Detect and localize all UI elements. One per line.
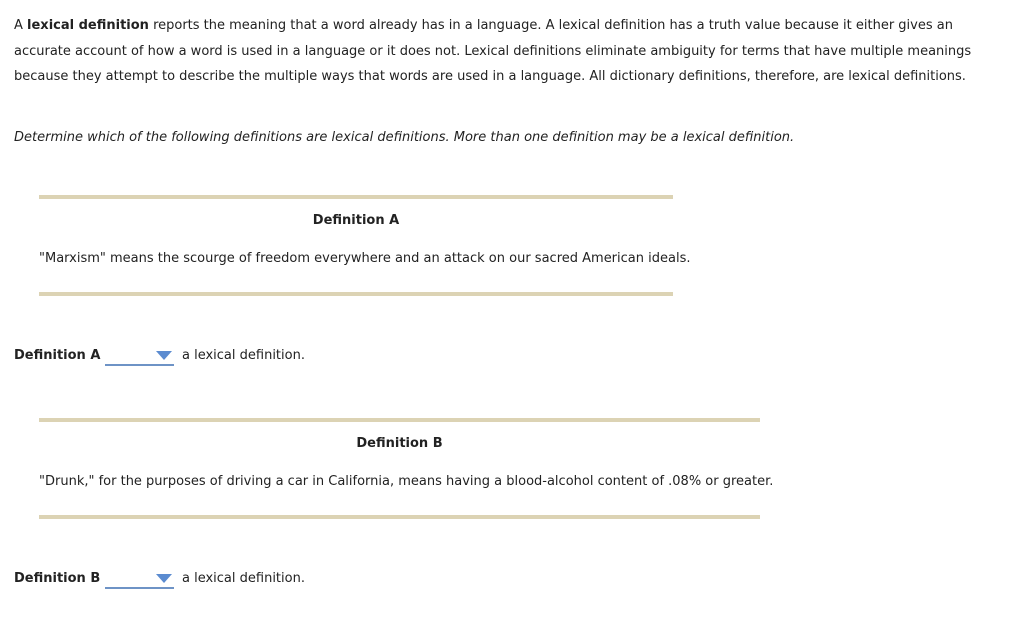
definition-a-dropdown[interactable] — [105, 346, 174, 366]
definition-b-dropdown[interactable] — [105, 569, 174, 589]
definition-a-suffix: a lexical definition. — [182, 348, 305, 363]
definition-b-text: "Drunk," for the purposes of driving a car in California, means having a blood-alcohol content of .08% or greater. — [39, 474, 774, 489]
definition-a-box — [39, 195, 691, 296]
definition-b-answer-row — [14, 569, 305, 589]
definition-a-answer-row — [14, 346, 305, 366]
definition-b-title: Definition B — [356, 436, 443, 451]
definition-b-suffix: a lexical definition. — [182, 571, 305, 586]
definition-a-title: Definition A — [312, 213, 400, 228]
intro-prefix: A — [14, 18, 28, 33]
instruction-text: Determine which of the following definitions are lexical definitions. More than one definition may be a lexical definition. — [14, 130, 795, 145]
definition-b-answer-label: Definition B — [14, 571, 101, 586]
definition-b-box — [39, 418, 774, 519]
bottom-divider — [39, 292, 673, 296]
definition-a-answer-label: Definition A — [14, 348, 101, 363]
intro-body: reports the meaning that a word already has in a language. A lexical definition has a truth value because it either gives an accurate account of how a word is used in a language or it does not. Lexical definitions eliminate ambiguity for terms that have multiple meanings because they attempt to describe the multiple ways that words are used in a language. All dictionary definitions, therefore, are lexical definitions. — [14, 18, 972, 84]
intro-paragraph — [14, 13, 1009, 90]
caret-down-icon — [156, 574, 172, 583]
bottom-divider — [39, 515, 760, 519]
caret-down-icon — [156, 351, 172, 360]
top-divider — [39, 418, 760, 422]
top-divider — [39, 195, 673, 199]
definition-a-text: "Marxism" means the scourge of freedom everywhere and an attack on our sacred American ideals. — [39, 251, 691, 266]
intro-term: lexical definition — [27, 18, 149, 33]
